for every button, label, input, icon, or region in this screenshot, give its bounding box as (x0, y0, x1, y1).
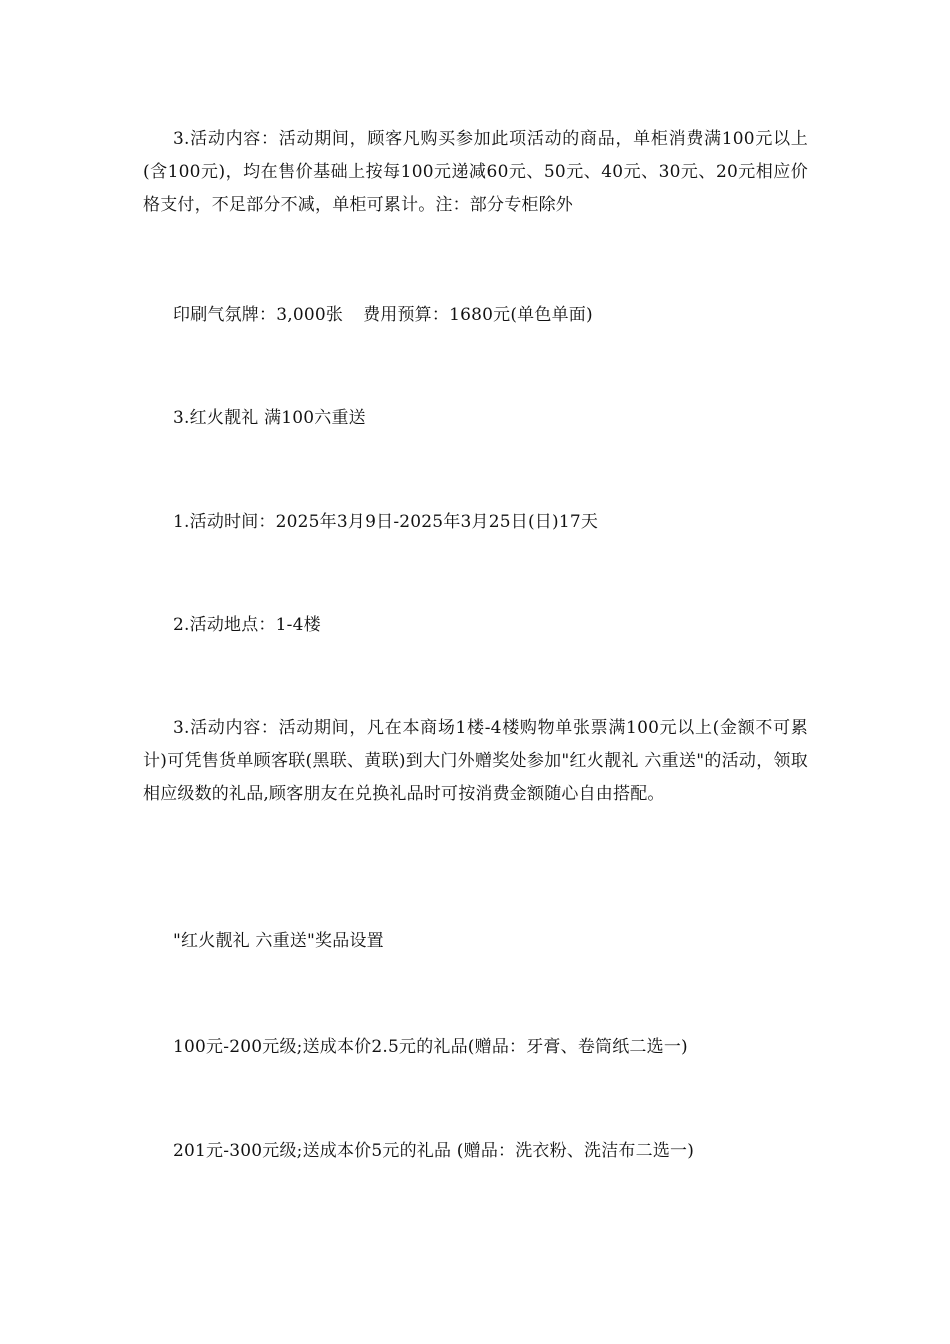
section-heading: 3.红火靓礼 满100六重送 (173, 408, 366, 428)
activity-location-line: 2.活动地点：1-4楼 (173, 615, 321, 635)
activity-content-paragraph-1: 3.活动内容：活动期间，顾客凡购买参加此项活动的商品，单柜消费满100元以上(含100元)，均在售价基础上按每100元递减60元、50元、40元、30元、20元相应价格支付，不足部分不减，单柜可累计。注：部分专柜除外 (143, 129, 808, 215)
prize-tier-1: 100元-200元级;送成本价2.5元的礼品(赠品：牙膏、卷筒纸二选一) (173, 1037, 688, 1057)
budget-text: 费用预算：1680元(单色单面) (363, 305, 593, 325)
activity-content-paragraph-2: 3.活动内容：活动期间，凡在本商场1楼-4楼购物单张票满100元以上(金额不可累计)可凭售货单顾客联(黑联、黄联)到大门外赠奖处参加"红火靓礼 六重送"的活动，领取相应级数的礼品,顾客朋友在兑换礼品时可按消费金额随心自由搭配。 (143, 718, 808, 804)
prize-tier-2: 201元-300元级;送成本价5元的礼品 (赠品：洗衣粉、洗洁布二选一) (173, 1141, 695, 1161)
prize-settings-heading: "红火靓礼 六重送"奖品设置 (173, 931, 384, 951)
print-item-text: 印刷气氛牌：3,000张 (173, 305, 344, 325)
print-budget-line (173, 299, 593, 332)
activity-time-line: 1.活动时间：2025年3月9日-2025年3月25日(日)17天 (173, 512, 599, 532)
